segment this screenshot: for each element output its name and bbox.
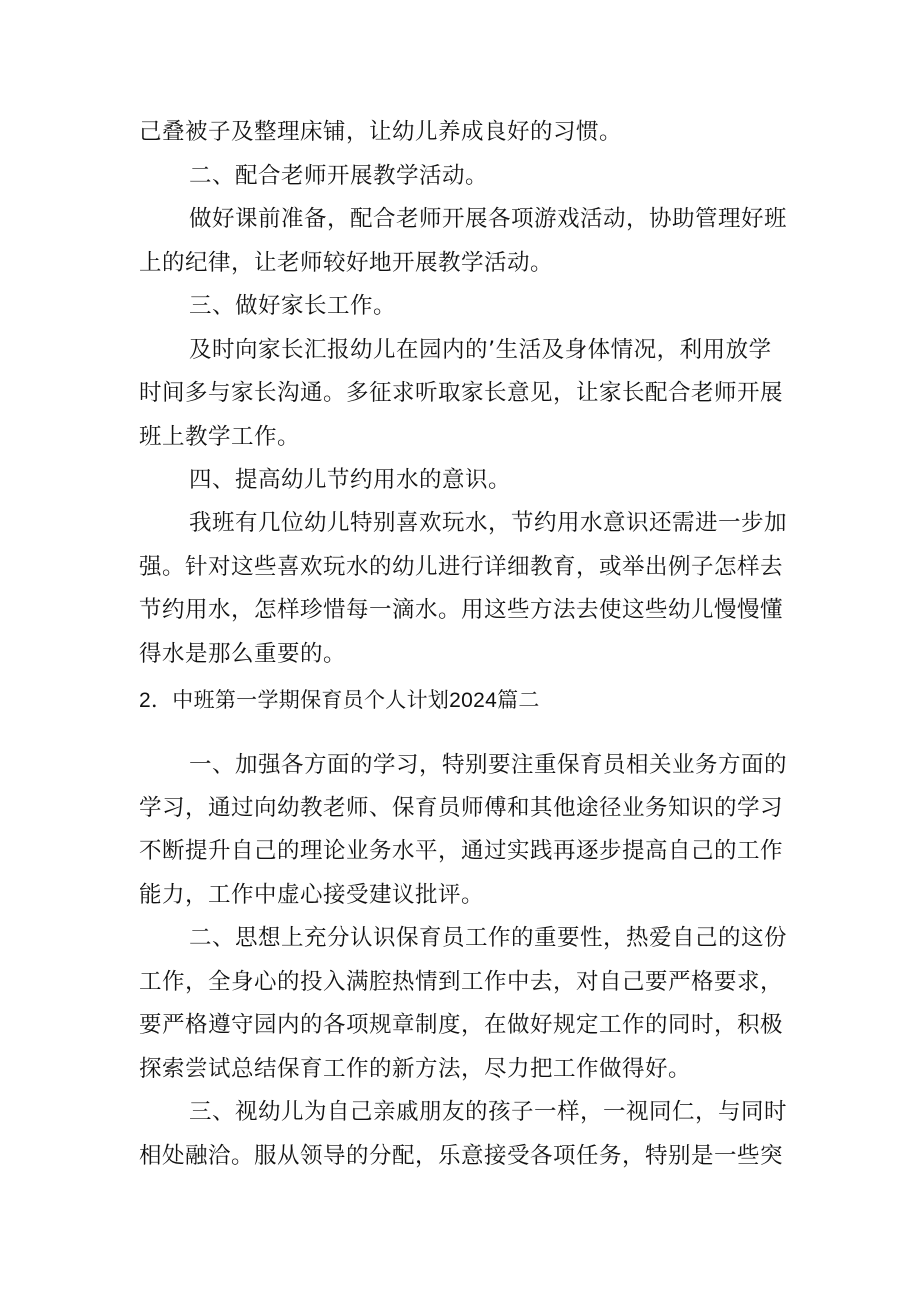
text-line: 一、加强各方面的学习，特别要注重保育员相关业务方面的 [189, 752, 788, 778]
text-line: 三、视幼儿为自己亲戚朋友的孩子一样，一视同仁，与同时 [189, 1099, 788, 1125]
text-line: 时间多与家长沟通。多征求听取家长意见，让家长配合老师开展 [139, 380, 784, 406]
text-line: 不断提升自己的理论业务水平，通过实践再逐步提高自己的工作 [139, 838, 784, 864]
section-heading: 三、做好家长工作。 [189, 293, 397, 319]
section-heading: 二、配合老师开展教学活动。 [189, 163, 489, 189]
text-line: 强。针对这些喜欢玩水的幼儿进行详细教育，或举出例子怎样去 [139, 554, 784, 580]
text-line: 二、思想上充分认识保育员工作的重要性，热爱自己的这份 [189, 925, 788, 951]
text-line: 探索尝试总结保育工作的新方法，尽力把工作做得好。 [139, 1056, 692, 1082]
text-line: 要严格遵守园内的各项规章制度，在做好规定工作的同时，积极 [139, 1012, 784, 1038]
section-heading: 四、提高幼儿节约用水的意识。 [189, 467, 512, 493]
text-line: 能力，工作中虚心接受建议批评。 [139, 882, 485, 908]
text-line: 我班有几位幼儿特别喜欢玩水，节约用水意识还需进一步加 [189, 510, 788, 536]
text-line: 己叠被子及整理床铺，让幼儿养成良好的习惯。 [139, 119, 623, 145]
text-line: 班上教学工作。 [139, 424, 301, 450]
text-line: 及时向家长汇报幼儿在园内的’生活及身体情况，利用放学 [189, 337, 772, 363]
text-line: 上的纪律，让老师较好地开展教学活动。 [139, 250, 554, 276]
text-line: 得水是那么重要的。 [139, 641, 347, 667]
text-line: 学习，通过向幼教老师、保育员师傅和其他途径业务知识的学习 [139, 795, 784, 821]
text-line: 做好课前准备，配合老师开展各项游戏活动，协助管理好班 [189, 206, 788, 232]
section-title: 2．中班第一学期保育员个人计划2024篇二 [139, 689, 540, 712]
text-line: 节约用水，怎样珍惜每一滴水。用这些方法去使这些幼儿慢慢懂 [139, 597, 784, 623]
text-line: 相处融洽。服从领导的分配，乐意接受各项任务，特别是一些突 [139, 1143, 784, 1169]
text-line: 工作，全身心的投入满腔热情到工作中去，对自己要严格要求， [139, 969, 784, 995]
